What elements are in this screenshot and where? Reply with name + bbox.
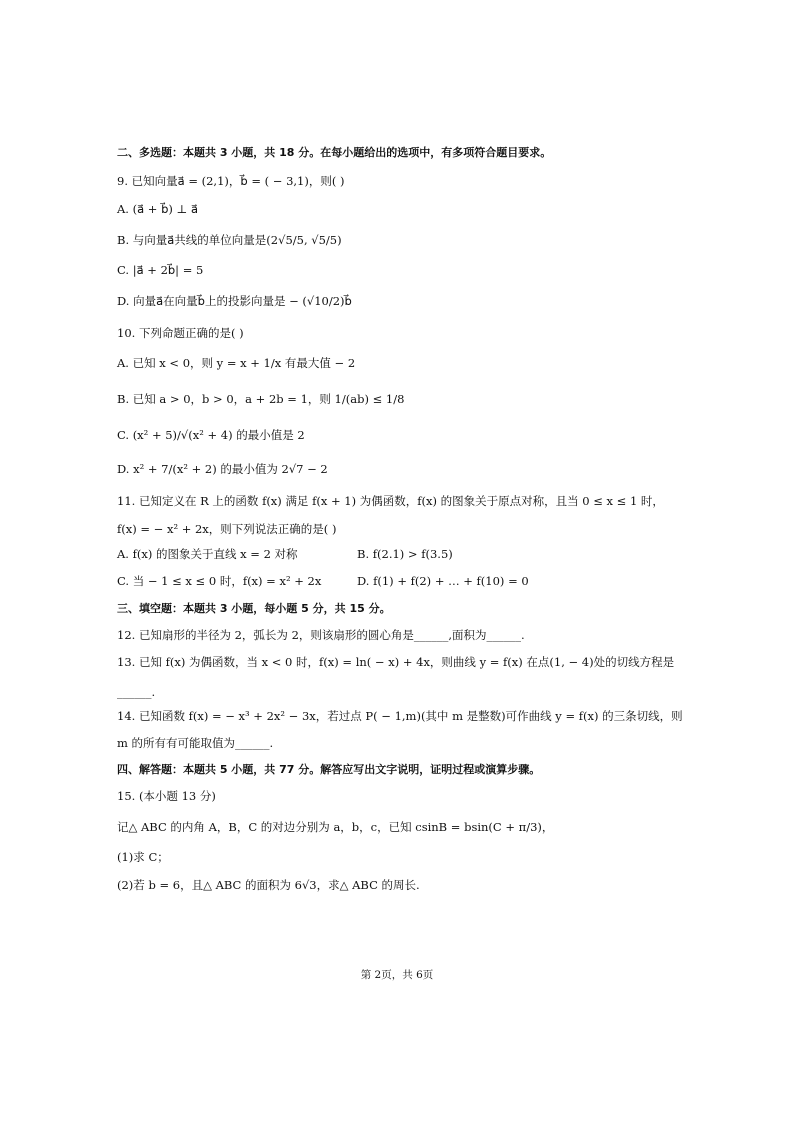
q11-option-d: D. f(1) + f(2) + … + f(10) = 0 [357, 574, 529, 588]
q10-option-b: B. 已知 a > 0，b > 0，a + 2b = 1，则 1/(ab) ≤ 1/8 [117, 392, 405, 406]
q11-option-b: B. f(2.1) > f(3.5) [357, 547, 453, 561]
q15-stem: 记△ ABC 的内角 A，B，C 的对边分别为 a，b，c，已知 csinB = bsin(C + π/3)， [117, 820, 554, 834]
q14-line2: m 的所有有可能取值为______. [117, 736, 274, 750]
q15-part1: (1)求 C； [117, 850, 169, 864]
q11-stem-line1: 11. 已知定义在 R 上的函数 f(x) 满足 f(x + 1) 为偶函数，f(x) 的图象关于原点对称，且当 0 ≤ x ≤ 1 时， [117, 494, 664, 508]
q9-stem: 9. 已知向量a⃗ = (2,1)，b⃗ = ( − 3,1)，则( ) [117, 174, 345, 188]
q11-option-c: C. 当 − 1 ≤ x ≤ 0 时，f(x) = x² + 2x [117, 574, 322, 588]
q10-stem: 10. 下列命题正确的是( ) [117, 326, 244, 340]
q9-option-b: B. 与向量a⃗共线的单位向量是(2√5/5, √5/5) [117, 233, 342, 247]
q10-option-d: D. x² + 7/(x² + 2) 的最小值为 2√7 − 2 [117, 462, 328, 476]
q9-option-c: C. |a⃗ + 2b⃗| = 5 [117, 263, 204, 277]
q13-line1: 13. 已知 f(x) 为偶函数，当 x < 0 时，f(x) = ln( − x) + 4x，则曲线 y = f(x) 在点(1, − 4)处的切线方程是 [117, 655, 675, 669]
page-footer: 第 2页，共 6页 [360, 969, 434, 981]
q14-line1: 14. 已知函数 f(x) = − x³ + 2x² − 3x，若过点 P( − 1,m)(其中 m 是整数)可作曲线 y = f(x) 的三条切线，则 [117, 709, 683, 723]
q13-line2: ______. [117, 685, 156, 699]
section-2-header: 二、多选题：本题共 3 小题，共 18 分。在每小题给出的选项中，有多项符合题目要求。 [117, 146, 552, 159]
q15-title: 15. (本小题 13 分) [117, 789, 216, 803]
section-4-header: 四、解答题：本题共 5 小题，共 77 分。解答应写出文字说明，证明过程或演算步骤。 [117, 763, 541, 776]
section-3-header: 三、填空题：本题共 3 小题，每小题 5 分，共 15 分。 [117, 602, 391, 615]
q12-text: 12. 已知扇形的半径为 2，弧长为 2，则该扇形的圆心角是______,面积为______. [117, 628, 525, 642]
q10-option-c: C. (x² + 5)/√(x² + 4) 的最小值是 2 [117, 428, 305, 442]
q9-option-d: D. 向量a⃗在向量b⃗上的投影向量是 − (√10/2)b⃗ [117, 294, 352, 308]
q9-option-a: A. (a⃗ + b⃗) ⊥ a⃗ [117, 202, 199, 216]
q11-stem-line2: f(x) = − x² + 2x，则下列说法正确的是( ) [117, 522, 337, 536]
q11-option-a: A. f(x) 的图象关于直线 x = 2 对称 [117, 547, 298, 561]
q15-part2: (2)若 b = 6，且△ ABC 的面积为 6√3，求△ ABC 的周长. [117, 878, 420, 892]
q10-option-a: A. 已知 x < 0，则 y = x + 1/x 有最大值 − 2 [117, 356, 356, 370]
